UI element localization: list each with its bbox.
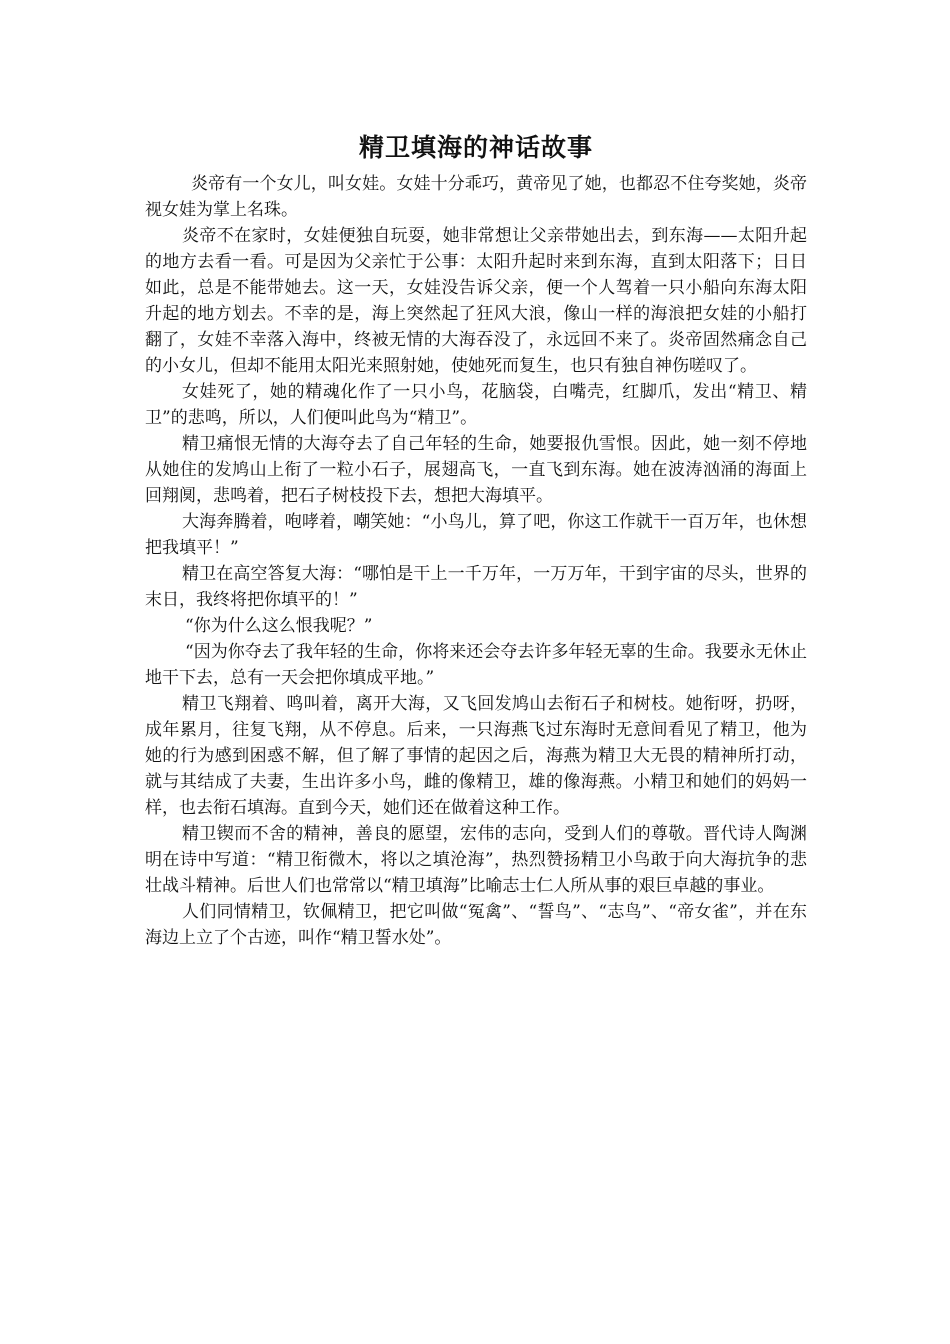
document-title: 精卫填海的神话故事 <box>358 133 593 162</box>
paragraph-3: 女娃死了，她的精魂化作了一只小鸟，花脑袋，白嘴壳，红脚爪，发出“精卫、精卫”的悲鸣，所以，人们便叫此鸟为“精卫”。 <box>145 382 807 428</box>
paragraph-6: 精卫在高空答复大海：“哪怕是干上一千万年，一万万年，干到宇宙的尽头，世界的末日，我终将把你填平的！” <box>145 564 807 610</box>
paragraph-7: “你为什么这么恨我呢？” <box>185 616 373 636</box>
paragraph-11: 人们同情精卫，钦佩精卫，把它叫做“冤禽”、“誓鸟”、“志鸟”、“帝女雀”，并在东海边上立了个古迹，叫作“精卫誓水处”。 <box>145 902 807 948</box>
paragraph-9: 精卫飞翔着、鸣叫着，离开大海，又飞回发鸠山去衔石子和树枝。她衔呀，扔呀，成年累月，往复飞翔，从不停息。后来，一只海燕飞过东海时无意间看见了精卫，他为她的行为感到困惑不解，但了解了事情的起因之后，海燕为精卫大无畏的精神所打动，就与其结成了夫妻，生出许多小鸟，雌的像精卫，雄的像海燕。小精卫和她们的妈妈一样，也去衔石填海。直到今天，她们还在做着这种工作。 <box>145 694 807 818</box>
paragraph-10: 精卫锲而不舍的精神，善良的愿望，宏伟的志向，受到人们的尊敬。晋代诗人陶渊明在诗中写道：“精卫衔微木，将以之填沧海”，热烈赞扬精卫小鸟敢于向大海抗争的悲壮战斗精神。后世人们也常常以“精卫填海”比喻志士仁人所从事的艰巨卓越的事业。 <box>145 824 807 896</box>
document-page <box>145 128 807 951</box>
paragraph-4: 精卫痛恨无情的大海夺去了自己年轻的生命，她要报仇雪恨。因此，她一刻不停地从她住的发鸠山上衔了一粒小石子，展翅高飞，一直飞到东海。她在波涛汹涌的海面上回翔阒，悲鸣着，把石子树枝投下去，想把大海填平。 <box>145 434 807 506</box>
paragraph-8: “因为你夺去了我年轻的生命，你将来还会夺去许多年轻无辜的生命。我要永无休止地干下去，总有一天会把你填成平地。” <box>145 642 807 688</box>
paragraph-2: 炎帝不在家时，女娃便独自玩耍，她非常想让父亲带她出去，到东海——太阳升起的地方去看一看。可是因为父亲忙于公事：太阳升起时来到东海，直到太阳落下；日日如此，总是不能带她去。这一天，女娃没告诉父亲，便一个人驾着一只小船向东海太阳升起的地方划去。不幸的是，海上突然起了狂风大浪，像山一样的海浪把女娃的小船打翻了，女娃不幸落入海中，终被无情的大海吞没了，永远回不来了。炎帝固然痛念自己的小女儿，但却不能用太阳光来照射她，使她死而复生，也只有独自神伤嗟叹了。 <box>145 226 807 376</box>
paragraph-1: 炎帝有一个女儿，叫女娃。女娃十分乖巧，黄帝见了她，也都忍不住夸奖她，炎帝视女娃为掌上名珠。 <box>145 174 807 220</box>
paragraph-5: 大海奔腾着，咆哮着，嘲笑她：“小鸟儿，算了吧，你这工作就干一百万年，也休想把我填平！” <box>145 512 807 558</box>
